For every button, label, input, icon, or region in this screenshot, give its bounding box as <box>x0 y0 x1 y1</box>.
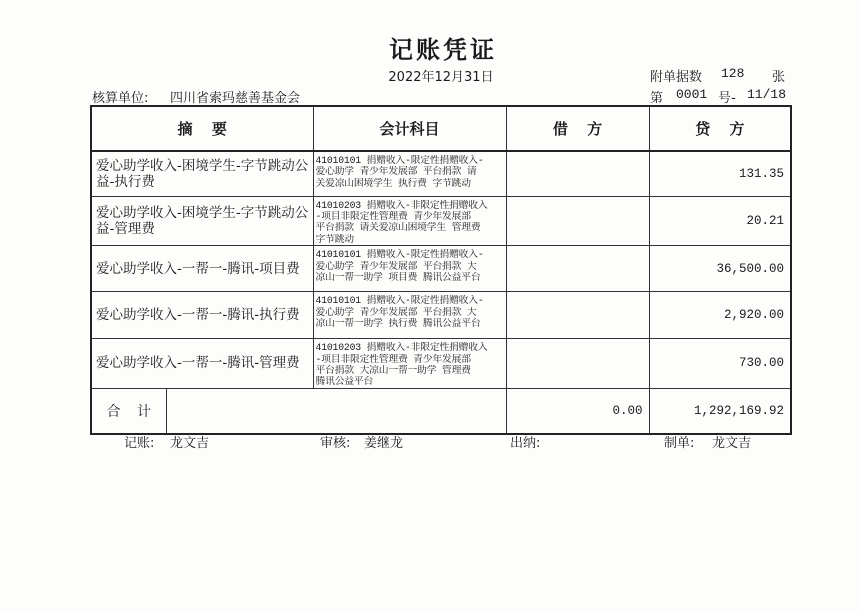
row-summary: 爱心助学收入-一帮一-腾讯-管理费 <box>91 339 313 389</box>
row-summary: 爱心助学收入-一帮一-腾讯-项目费 <box>91 246 313 292</box>
account-line: 腾讯公益平台 <box>315 376 374 388</box>
account-line: 41010203 捐赠收入-非限定性捐赠收入 <box>315 199 488 211</box>
row-summary: 爱心助学收入-一帮一-腾讯-执行费 <box>91 292 313 339</box>
preparer-name: 龙文吉 <box>712 436 752 451</box>
accounting-unit-name: 四川省索玛慈善基金会 <box>170 91 301 106</box>
table-header-row <box>91 106 791 151</box>
total-row <box>91 388 791 434</box>
account-line: -项目非限定性管理费 青少年发展部 <box>315 210 471 222</box>
row-debit <box>506 151 649 196</box>
row-credit: 36,500.00 <box>649 246 791 292</box>
row-credit: 20.21 <box>649 196 791 246</box>
row-account <box>313 196 506 246</box>
account-line: 爱心助学 青少年发展部 平台捐款 大 <box>315 260 477 272</box>
account-line: 41010203 捐赠收入-非限定性捐赠收入 <box>315 342 488 354</box>
header-summary: 摘 要 <box>91 106 313 151</box>
total-credit: 1,292,169.92 <box>649 388 791 434</box>
attachments-label: 附单据数 <box>650 70 703 85</box>
row-credit: 131.35 <box>649 151 791 196</box>
account-line: 爱心助学 青少年发展部 平台捐款 大 <box>315 306 477 318</box>
row-credit: 730.00 <box>649 339 791 389</box>
voucher-number: 0001 <box>676 87 708 102</box>
total-blank-cell <box>166 388 506 434</box>
table-row <box>91 151 791 196</box>
bookkeeper-label: 记账: <box>124 436 155 451</box>
voucher-no-suffix: 号- <box>718 91 736 106</box>
reviewer-name: 姜继龙 <box>364 436 404 451</box>
row-summary: 爱心助学收入-困境学生-字节跳动公益-执行费 <box>91 151 313 196</box>
account-line: 凉山一帮一助学 执行费 腾讯公益平台 <box>315 317 481 329</box>
header-debit: 借 方 <box>506 106 649 151</box>
row-credit: 2,920.00 <box>649 292 791 339</box>
accounting-unit-label: 核算单位: <box>92 91 149 106</box>
voucher-date: 2022年12月31日 <box>388 70 494 85</box>
account-line: -项目非限定性管理费 青少年发展部 <box>315 353 471 365</box>
row-summary: 爱心助学收入-困境学生-字节跳动公益-管理费 <box>91 196 313 246</box>
header-credit: 贷 方 <box>649 106 791 151</box>
total-label: 合 计 <box>91 388 166 434</box>
account-line: 41010101 捐赠收入-限定性捐赠收入- <box>315 155 484 166</box>
voucher-no-prefix: 第 <box>650 91 664 106</box>
row-account <box>313 246 506 292</box>
voucher-table <box>90 105 792 435</box>
table-row <box>91 246 791 292</box>
voucher-title: 记账凭证 <box>389 36 497 64</box>
total-debit: 0.00 <box>506 388 649 434</box>
account-line: 平台捐款 请关爱凉山困境学生 管理费 <box>315 222 481 234</box>
account-line: 字节跳动 <box>315 233 354 245</box>
row-account <box>313 151 506 196</box>
attachments-unit: 张 <box>772 70 786 85</box>
account-line: 41010101 捐赠收入-限定性捐赠收入- <box>315 249 484 261</box>
account-line: 凉山一帮一助学 项目费 腾讯公益平台 <box>315 271 481 283</box>
bookkeeper-name: 龙文吉 <box>170 436 210 451</box>
row-debit <box>506 292 649 339</box>
table-row <box>91 339 791 389</box>
table-row <box>91 196 791 246</box>
row-debit <box>506 339 649 389</box>
table-row <box>91 292 791 339</box>
preparer-label: 制单: <box>664 436 695 451</box>
attachments-count: 128 <box>721 66 745 81</box>
account-line: 41010101 捐赠收入-限定性捐赠收入- <box>315 295 484 307</box>
header-account: 会计科目 <box>313 106 506 151</box>
account-line: 平台捐款 大凉山一帮一助学 管理费 <box>315 364 471 376</box>
voucher-page: 11/18 <box>747 87 787 102</box>
cashier-label: 出纳: <box>510 436 541 451</box>
row-account <box>313 339 506 389</box>
row-debit <box>506 196 649 246</box>
account-line: 关爱凉山困境学生 执行费 字节跳动 <box>315 177 471 189</box>
row-account <box>313 292 506 339</box>
reviewer-label: 审核: <box>320 436 351 451</box>
row-debit <box>506 246 649 292</box>
account-line: 爱心助学 青少年发展部 平台捐款 请 <box>315 166 477 178</box>
